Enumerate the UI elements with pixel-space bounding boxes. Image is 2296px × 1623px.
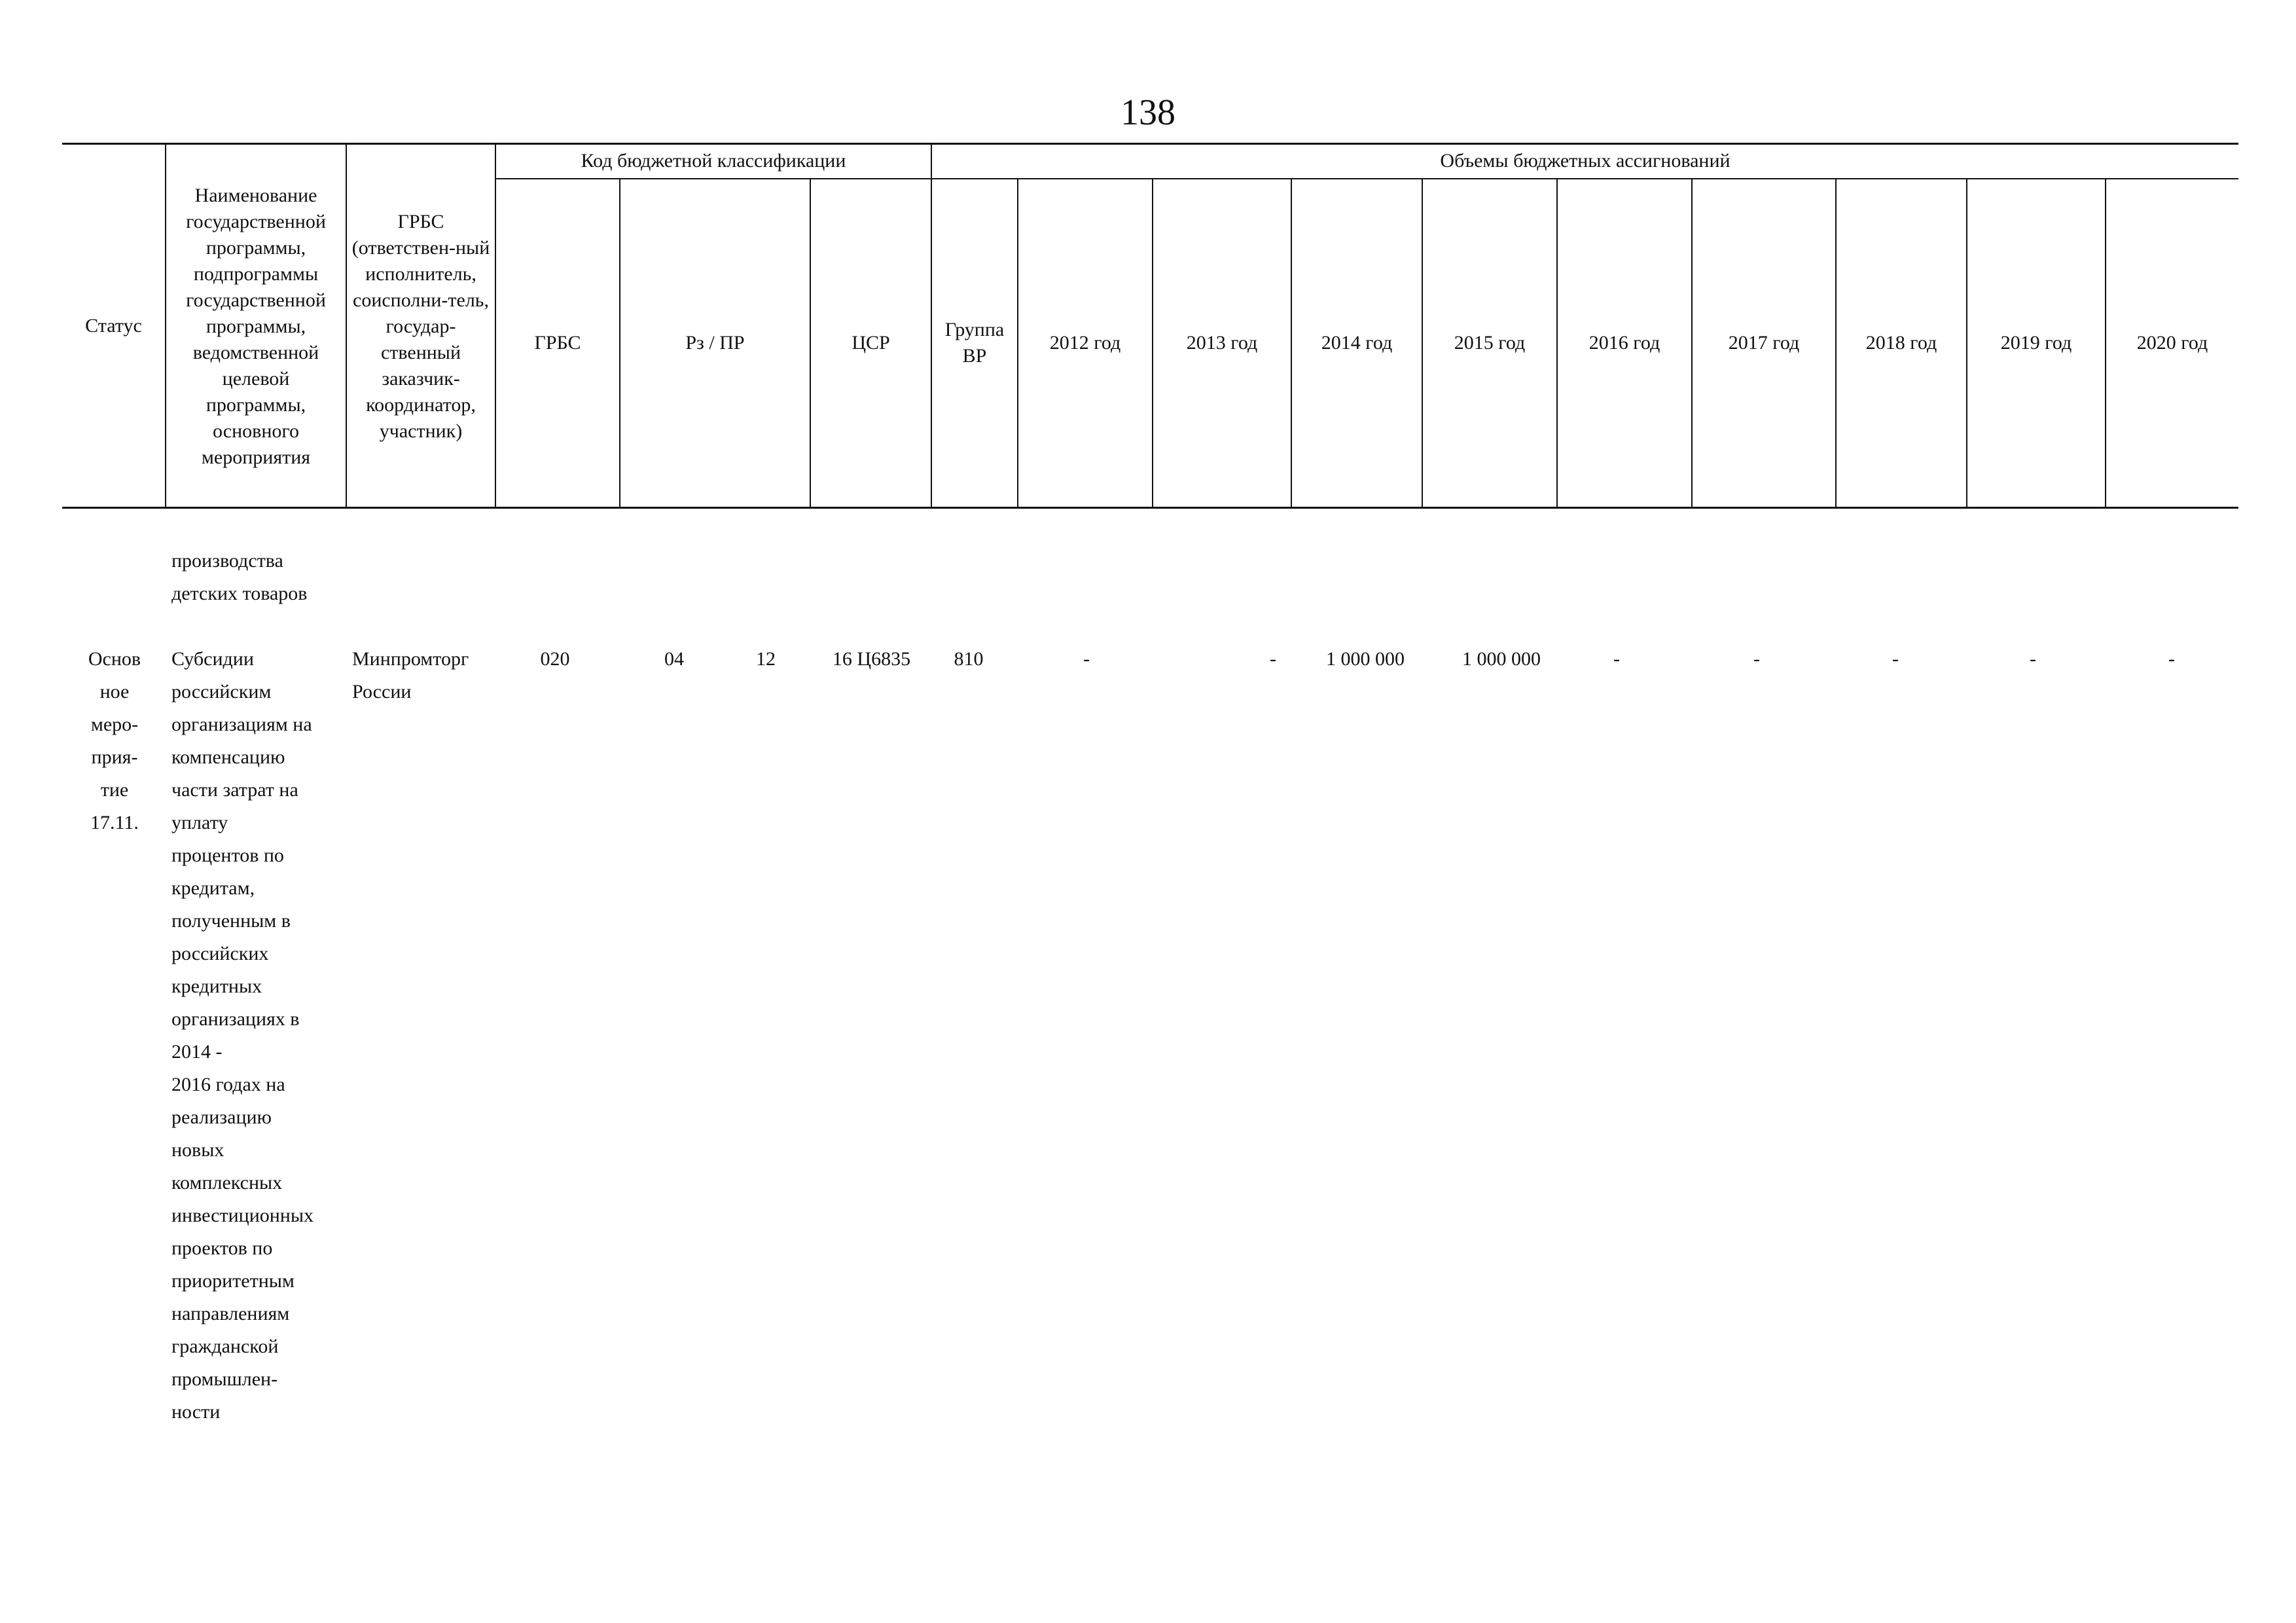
row-value-2013: - — [1270, 648, 1276, 670]
row-value-2012: - — [1083, 648, 1090, 670]
header-kbk-group: Код бюджетной классификации — [581, 150, 846, 172]
header-year-2020: 2020 год — [2136, 332, 2208, 354]
header-csr: ЦСР — [852, 332, 890, 354]
header-year-2019: 2019 год — [2000, 332, 2072, 354]
header-grbs: ГРБС — [534, 332, 581, 354]
header-grbs-responsible: ГРБС (ответствен-ный исполнитель, соисполни-тель, государ-ственный заказчик-координатор, участник) — [351, 211, 490, 442]
row-vr: 810 — [954, 648, 984, 670]
row-value-2020: - — [2168, 648, 2175, 670]
header-year-2018: 2018 год — [1865, 332, 1937, 354]
row-value-2018: - — [1892, 648, 1899, 670]
row-value-2017: - — [1753, 648, 1760, 670]
page-number: 138 — [1121, 92, 1175, 133]
header-vr-group: Группа ВР — [944, 319, 1005, 367]
row-grbs: 020 — [540, 648, 570, 670]
header-year-2017: 2017 год — [1728, 332, 1800, 354]
continuation-text: производства детских товаров — [171, 550, 308, 604]
row-value-2019: - — [2030, 648, 2036, 670]
header-name: Наименование государственной программы, подпрограммы государственной программы, ведомственной целевой программы, основного мероприятия — [186, 185, 326, 468]
header-year-2015: 2015 год — [1454, 332, 1526, 354]
header-rz-pr: Рз / ПР — [685, 332, 745, 354]
row-pr: 12 — [756, 648, 776, 670]
header-status: Статус — [85, 314, 142, 337]
row-status: Основ ное меро- прия- тие 17.11. — [88, 648, 141, 833]
row-value-2015: 1 000 000 — [1462, 648, 1541, 670]
row-name: Субсидии российским организациям на компенсацию части затрат на уплату процентов по кредитам, полученным в российских кредитных организациях в 2014 - 2016 годах на реализацию новых комплексных инвестиционных проектов по приоритетным направлениям гражданской промышлен- ности — [171, 648, 314, 1423]
header-volumes-group: Объемы бюджетных ассигнований — [1440, 150, 1731, 172]
row-rz: 04 — [664, 648, 684, 670]
header-bottom-rule — [62, 507, 2238, 509]
header-year-2013: 2013 год — [1186, 332, 1258, 354]
header-year-2014: 2014 год — [1321, 332, 1393, 354]
header-year-2016: 2016 год — [1588, 332, 1660, 354]
row-executor: Минпромторг России — [352, 648, 469, 702]
row-value-2016: - — [1613, 648, 1620, 670]
row-csr: 16 Ц6835 — [832, 648, 911, 670]
header-year-2012: 2012 год — [1049, 332, 1121, 354]
row-value-2014: 1 000 000 — [1326, 648, 1405, 670]
